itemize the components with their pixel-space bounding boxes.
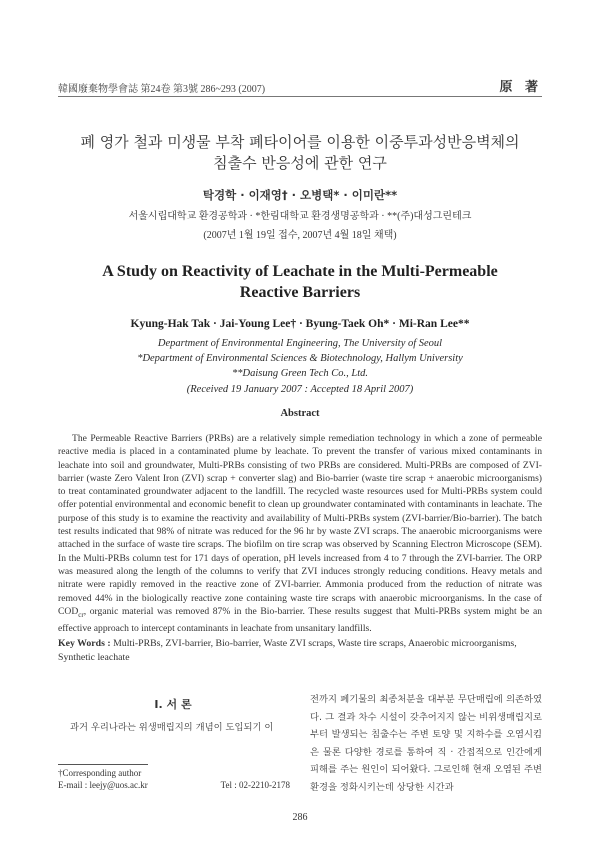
page-number: 286 (292, 812, 308, 823)
keywords-label: Key Words : (58, 638, 114, 649)
abstract-text-end: , organic material was removed 87% in the Bio-barrier. These results suggest that Multi-PRBs system might be an effective approach to intercept contaminants in leachate from unsanitary landfills. (58, 605, 542, 635)
intro-right-paragraph: 전까지 폐기물의 최종처분을 대부분 무단매립에 의존하였다. 그 결과 차수 시설이 갖추어지지 않는 비위생매립지로부터 발생되는 침출수는 주변 토양 및 지하수를 오염시킴은 물론 다양한 경로를 통하여 직 · 간접적으로 인간에게 피해를 주는 원인이 되어왔다. 그로인해 현재 오염된 주변 환경을 정화시키는데 상당한 시간과 (310, 694, 542, 793)
keywords-text: Multi-PRBs, ZVI-barrier, Bio-barrier, Waste ZVI scraps, Waste tire scraps, Anaerobic microorganisms, Synthetic leachate (58, 638, 517, 663)
intro-left-paragraph: 과거 우리나라는 위생매립지의 개념이 도입되기 이 (70, 722, 274, 733)
korean-affiliations: 서울시립대학교 환경공학과 · *한림대학교 환경생명공학과 · **(주)대성그린테크 (128, 211, 472, 222)
english-affiliation-3: **Daisung Green Tech Co., Ltd. (231, 368, 369, 379)
footnote-corresponding: †Corresponding author (58, 768, 142, 778)
footnote-rule (58, 764, 148, 765)
english-authors: Kyung-Hak Tak · Jai-Young Lee† · Byung-Taek Oh* · Mi-Ran Lee** (130, 318, 470, 330)
journal-citation: 韓國廢棄物學會誌 第24卷 第3號 286~293 (2007) (58, 84, 266, 95)
section-heading-introduction: I. 서 론 (154, 698, 192, 711)
english-affiliation-2: *Department of Environmental Sciences & Biotechnology, Hallym University (137, 353, 463, 364)
keywords (58, 637, 542, 664)
article-type-badge: 原 著 (499, 80, 542, 95)
korean-authors: 탁경학 · 이재영† · 오병택* · 이미란** (202, 188, 398, 202)
english-affiliation-1: Department of Environmental Engineering, The University of Seoul (157, 338, 443, 349)
korean-dates: (2007년 1월 19일 접수, 2007년 4월 18일 채택) (203, 230, 397, 241)
abstract-cod: COD (58, 605, 79, 617)
korean-title-line1: 폐 영가 철과 미생물 부착 폐타이어를 이용한 이중투과성반응벽체의 (80, 133, 520, 151)
korean-title-line2: 침출수 반응성에 관한 연구 (213, 154, 387, 172)
english-title-line2: Reactive Barriers (239, 284, 361, 301)
english-dates: (Received 19 January 2007 : Accepted 18 April 2007) (186, 384, 414, 395)
abstract-heading: Abstract (280, 408, 320, 419)
abstract-cod-subscript: cr (78, 610, 84, 619)
footnote-tel: Tel : 02-2210-2178 (220, 780, 290, 790)
abstract-text: The Permeable Reactive Barriers (PRBs) are a relatively simple remediation technology in which a zone of permeable reactive media is placed in a contaminated plume by leachate. To prevent the transfer of various mixed contaminants in leachate into soil and groundwater, Multi-PRBs consisting of two PRBs are considered. Multi-PRBs are composed of ZVI-barrier (waste Zero Valent Iron (ZVI) scrap + converter slag) and Bio-barrier (waste tire scrap + anaerobic microorganisms) to treat contaminated groundwater adjacent to the landfill. The recycled waste resources used for Multi-PRBs system could offer potential environmental and economic benefit to clean up groundwater contaminated with contaminants in leachate. The purpose of this study is to examine the reactivity and availability of Multi-PRBs system (ZVI-barrier/Bio-barrier). The batch test results indicated that 98% of nitrate was reduced for the 96 hr by waste ZVI scraps. The anaerobic microorganisms were attached in the surface of waste tire scraps. The biofilm on tire scrap was observed by Scanning Electron Microscope (SEM). In the Multi-PRBs column test for 171 days of operation, pH levels increased from 4 to 7 through the ZVI-barrier. The ORP was measured along the length of the columns to verify that ZVI induces strongly reducing conditions. Heavy metals and nitrate were rapidly removed in the reactive zone of ZVI-barrier. Ammonia produced from the reduction of nitrate was removed 44% in the biologically reactive zone containing waste tire scraps with anaerobic microorganisms. In the case of (58, 433, 542, 604)
header-rule (58, 96, 542, 97)
footnote (58, 767, 290, 791)
abstract-body (58, 432, 542, 635)
english-title-line1: A Study on Reactivity of Leachate in the Multi-Permeable (102, 263, 498, 280)
footnote-email: E-mail : leejy@uos.ac.kr (58, 780, 148, 790)
